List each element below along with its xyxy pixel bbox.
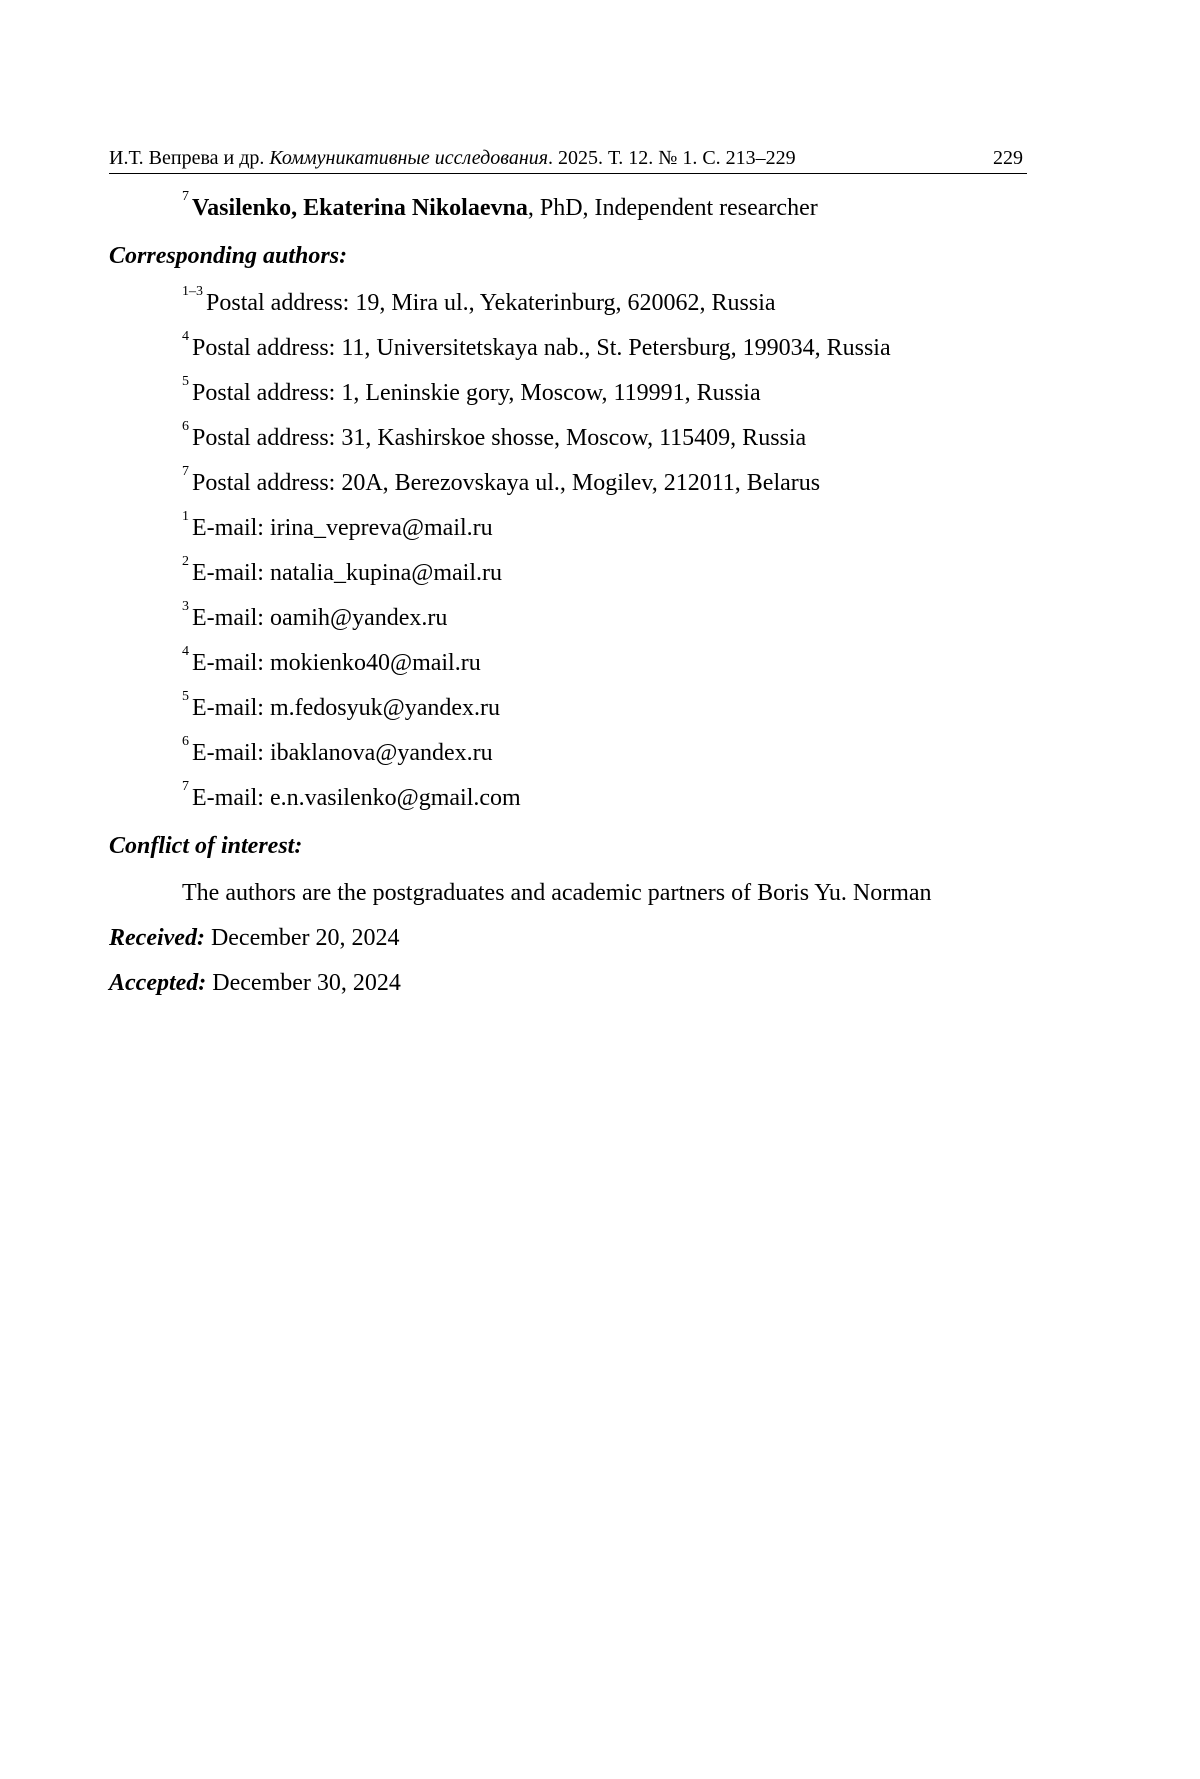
email-text: E-mail: irina_vepreva@mail.ru (192, 515, 493, 541)
author-details: , PhD, Independent researcher (527, 195, 818, 221)
address-mark: 1–3 (182, 284, 203, 299)
email-mark: 7 (182, 779, 189, 794)
corresponding-authors-heading: Corresponding authors: (109, 243, 348, 269)
email-mark: 4 (182, 644, 189, 659)
email-line (109, 776, 1027, 821)
email-text: E-mail: ibaklanova@yandex.ru (192, 740, 493, 766)
email-line (109, 551, 1027, 596)
author-entry-mark: 7 (182, 189, 189, 204)
received-line (109, 916, 1027, 961)
address-text: Postal address: 11, Universitetskaya nab., St. Petersburg, 199034, Russia (192, 335, 891, 361)
email-mark: 1 (182, 509, 189, 524)
received-label: Received: (109, 925, 205, 951)
header-citation (109, 143, 796, 173)
page-number: 229 (993, 147, 1023, 169)
address-line (109, 371, 1027, 416)
address-text: Postal address: 1, Leninskie gory, Moscow, 119991, Russia (192, 380, 761, 406)
address-line (109, 461, 1027, 506)
accepted-line (109, 961, 1027, 1006)
email-line (109, 506, 1027, 551)
conflict-of-interest-heading: Conflict of interest: (109, 833, 303, 859)
accepted-date: December 30, 2024 (206, 970, 401, 996)
email-text: E-mail: m.fedosyuk@yandex.ru (192, 695, 501, 721)
header-authors: И.Т. Вепрева и др. (109, 147, 265, 169)
header-journal: Коммуникативные исследования (269, 147, 549, 169)
received-date: December 20, 2024 (204, 925, 400, 951)
address-text: Postal address: 20A, Berezovskaya ul., Mogilev, 212011, Belarus (192, 470, 821, 496)
address-mark: 6 (182, 419, 189, 434)
email-line (109, 641, 1027, 686)
email-mark: 5 (182, 689, 189, 704)
address-mark: 7 (182, 464, 189, 479)
running-header (109, 143, 1027, 174)
email-line (109, 731, 1027, 776)
author-name: Vasilenko, Ekaterina Nikolaevna (192, 195, 528, 221)
address-line (109, 416, 1027, 461)
address-mark: 5 (182, 374, 189, 389)
page-content (109, 186, 1027, 1006)
email-mark: 2 (182, 554, 189, 569)
address-line (109, 281, 1027, 326)
header-details: . 2025. Т. 12. № 1. С. 213–229 (548, 147, 796, 169)
email-line (109, 596, 1027, 641)
email-line (109, 686, 1027, 731)
email-text: E-mail: mokienko40@mail.ru (192, 650, 481, 676)
email-text: E-mail: e.n.vasilenko@gmail.com (192, 785, 521, 811)
author-entry (109, 186, 1027, 231)
address-line (109, 326, 1027, 371)
email-mark: 3 (182, 599, 189, 614)
address-text: Postal address: 19, Mira ul., Yekaterinburg, 620062, Russia (206, 290, 776, 316)
email-mark: 6 (182, 734, 189, 749)
email-text: E-mail: oamih@yandex.ru (192, 605, 448, 631)
conflict-of-interest-text: The authors are the postgraduates and academic partners of Boris Yu. Norman (182, 880, 932, 906)
accepted-label: Accepted: (109, 970, 207, 996)
address-mark: 4 (182, 329, 189, 344)
address-text: Postal address: 31, Kashirskoe shosse, Moscow, 115409, Russia (192, 425, 807, 451)
email-text: E-mail: natalia_kupina@mail.ru (192, 560, 503, 586)
